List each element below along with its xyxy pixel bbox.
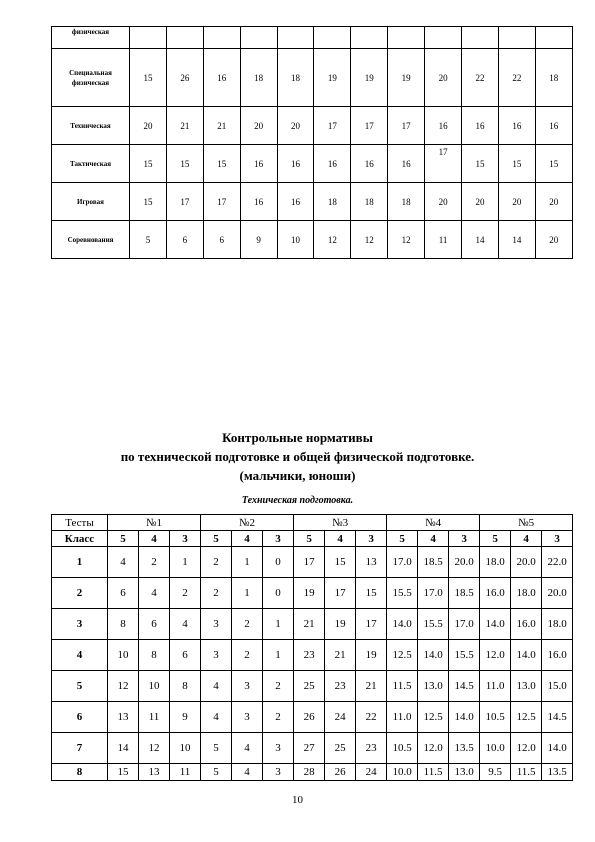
table-cell [388, 27, 425, 49]
grade-header: 4 [418, 531, 449, 547]
table-cell: 14.0 [387, 609, 418, 640]
table-cell: 3 [263, 764, 294, 781]
class-number: 2 [52, 578, 108, 609]
table-cell: 12 [139, 733, 170, 764]
table-cell: 17.0 [418, 578, 449, 609]
grade-header: 3 [170, 531, 201, 547]
table-cell: 16 [535, 107, 572, 145]
heading-line-1: Контрольные нормативы [222, 430, 373, 445]
table-cell: 18.0 [480, 547, 511, 578]
table-cell: 18.5 [449, 578, 480, 609]
table-cell: 6 [203, 221, 240, 259]
table-cell: 3 [201, 609, 232, 640]
training-row [52, 107, 573, 145]
test-header: №3 [294, 515, 387, 531]
table-cell: 10.5 [480, 702, 511, 733]
table-cell: 20 [240, 107, 277, 145]
table-cell: 15 [166, 145, 203, 183]
table-cell: 19 [351, 49, 388, 107]
row-label: Техническая [52, 107, 130, 145]
table-cell: 16 [203, 49, 240, 107]
table-cell: 4 [108, 547, 139, 578]
table-cell: 6 [139, 609, 170, 640]
row-label: Тактическая [52, 145, 130, 183]
table-cell: 3 [201, 640, 232, 671]
grade-header: 5 [480, 531, 511, 547]
table-cell: 4 [139, 578, 170, 609]
grade-header: 3 [449, 531, 480, 547]
table-cell: 18.0 [511, 578, 542, 609]
table-cell: 12.5 [511, 702, 542, 733]
table-cell: 17.0 [449, 609, 480, 640]
test-header: №5 [480, 515, 573, 531]
table-cell: 17 [314, 107, 351, 145]
table-cell: 17 [203, 183, 240, 221]
table-cell: 6 [108, 578, 139, 609]
table-cell [498, 27, 535, 49]
table-cell: 16.0 [511, 609, 542, 640]
training-row [52, 145, 573, 183]
table-cell: 11.5 [511, 764, 542, 781]
table-cell: 12.0 [511, 733, 542, 764]
table-cell: 15.5 [387, 578, 418, 609]
table-cell: 11.5 [387, 671, 418, 702]
table-cell: 18 [535, 49, 572, 107]
table-cell: 17 [425, 145, 462, 183]
table-cell: 16 [240, 183, 277, 221]
table-cell: 18 [314, 183, 351, 221]
table-cell: 18 [240, 49, 277, 107]
table-cell: 18 [277, 49, 314, 107]
table-cell: 11 [425, 221, 462, 259]
table-row [52, 640, 573, 671]
table-cell: 4 [232, 764, 263, 781]
grade-header: 4 [232, 531, 263, 547]
table-cell: 20.0 [449, 547, 480, 578]
table-cell: 18 [351, 183, 388, 221]
table-cell: 19 [294, 578, 325, 609]
table-cell: 16.0 [480, 578, 511, 609]
table-cell: 1 [170, 547, 201, 578]
table-cell: 12.0 [418, 733, 449, 764]
table-cell: 3 [232, 671, 263, 702]
table-cell: 18.0 [542, 609, 573, 640]
table-cell: 16 [498, 107, 535, 145]
table-cell: 15 [462, 145, 499, 183]
row-label: физическая [52, 27, 130, 49]
table-cell: 18.5 [418, 547, 449, 578]
table-cell: 16.0 [542, 640, 573, 671]
table-cell: 5 [201, 733, 232, 764]
class-number: 4 [52, 640, 108, 671]
table-cell: 13.0 [511, 671, 542, 702]
table-cell: 21 [356, 671, 387, 702]
grade-header: 4 [139, 531, 170, 547]
table-cell: 16 [388, 145, 425, 183]
table-cell: 10.0 [480, 733, 511, 764]
class-number: 6 [52, 702, 108, 733]
training-hours-table [51, 26, 573, 259]
section-subtitle: Техническая подготовка. [241, 495, 354, 506]
table-cell [462, 27, 499, 49]
table-cell: 15.5 [449, 640, 480, 671]
table-cell: 11.5 [418, 764, 449, 781]
table-cell: 10.0 [387, 764, 418, 781]
table-cell: 18 [388, 183, 425, 221]
table-cell: 10 [277, 221, 314, 259]
table-cell: 17 [388, 107, 425, 145]
table-cell: 15 [130, 183, 167, 221]
test-header: №2 [201, 515, 294, 531]
table-cell: 13 [108, 702, 139, 733]
table-cell: 13.5 [449, 733, 480, 764]
table-cell: 21 [325, 640, 356, 671]
table-cell: 15 [498, 145, 535, 183]
grade-header: 3 [263, 531, 294, 547]
header-row-grades [52, 531, 573, 547]
table-cell: 14.5 [542, 702, 573, 733]
table-cell: 14.0 [542, 733, 573, 764]
training-row [52, 183, 573, 221]
table-cell: 4 [201, 702, 232, 733]
heading-line-3: (мальчики, юноши) [239, 468, 356, 483]
table-cell: 16 [240, 145, 277, 183]
table-cell: 4 [170, 609, 201, 640]
table-cell [535, 27, 572, 49]
table-cell: 19 [325, 609, 356, 640]
table-cell: 20.0 [542, 578, 573, 609]
table-cell: 24 [325, 702, 356, 733]
table-cell: 12 [314, 221, 351, 259]
table-cell: 17.0 [387, 547, 418, 578]
table-cell: 9 [240, 221, 277, 259]
table-cell [351, 27, 388, 49]
table-row [52, 547, 573, 578]
table-cell: 8 [170, 671, 201, 702]
table-cell: 19 [388, 49, 425, 107]
table-cell: 1 [263, 609, 294, 640]
table-cell: 20.0 [511, 547, 542, 578]
table-cell: 21 [166, 107, 203, 145]
table-cell: 12 [108, 671, 139, 702]
table-cell: 0 [263, 547, 294, 578]
table-cell: 1 [232, 578, 263, 609]
table-cell: 19 [356, 640, 387, 671]
table-cell: 27 [294, 733, 325, 764]
table-cell: 0 [263, 578, 294, 609]
table-cell: 10 [170, 733, 201, 764]
grade-header: 5 [108, 531, 139, 547]
table-cell: 2 [232, 609, 263, 640]
table-cell: 22 [356, 702, 387, 733]
table-row [52, 609, 573, 640]
table-cell: 16 [425, 107, 462, 145]
table-cell: 11 [139, 702, 170, 733]
table-cell: 11.0 [387, 702, 418, 733]
table-cell: 22 [462, 49, 499, 107]
table-cell [203, 27, 240, 49]
grade-header: 4 [325, 531, 356, 547]
table-cell: 15.5 [418, 609, 449, 640]
table-cell: 5 [201, 764, 232, 781]
class-number: 7 [52, 733, 108, 764]
table-cell: 15 [108, 764, 139, 781]
heading-line-2: по технической подготовке и общей физической подготовке. [120, 449, 475, 464]
table-cell: 6 [170, 640, 201, 671]
table-cell: 20 [535, 221, 572, 259]
grade-header: 5 [387, 531, 418, 547]
training-row [52, 27, 573, 49]
table-cell: 2 [232, 640, 263, 671]
training-row [52, 221, 573, 259]
table-cell: 11.0 [480, 671, 511, 702]
table-cell: 23 [356, 733, 387, 764]
table-cell: 15 [325, 547, 356, 578]
table-cell: 20 [425, 183, 462, 221]
table-cell: 15 [130, 49, 167, 107]
table-cell: 12 [351, 221, 388, 259]
table-cell: 15 [356, 578, 387, 609]
table-cell [130, 27, 167, 49]
table-cell: 16 [277, 183, 314, 221]
table-cell: 14.0 [449, 702, 480, 733]
table-cell: 10.5 [387, 733, 418, 764]
table-cell: 14 [108, 733, 139, 764]
table-cell [277, 27, 314, 49]
table-cell: 15.0 [542, 671, 573, 702]
table-cell: 15 [203, 145, 240, 183]
table-cell: 20 [535, 183, 572, 221]
table-cell: 2 [201, 578, 232, 609]
table-row [52, 671, 573, 702]
class-number: 8 [52, 764, 108, 781]
table-cell: 17 [325, 578, 356, 609]
table-row [52, 764, 573, 781]
table-cell: 13.0 [449, 764, 480, 781]
table-cell: 3 [232, 702, 263, 733]
table-cell: 14.0 [418, 640, 449, 671]
table-cell: 11 [170, 764, 201, 781]
table-cell: 3 [263, 733, 294, 764]
table-cell: 14.5 [449, 671, 480, 702]
table-cell: 2 [263, 702, 294, 733]
class-number: 3 [52, 609, 108, 640]
table-cell: 22.0 [542, 547, 573, 578]
class-label: Класс [52, 531, 108, 547]
table-cell: 28 [294, 764, 325, 781]
tests-label: Тесты [52, 515, 108, 531]
grade-header: 3 [542, 531, 573, 547]
table-cell: 17 [356, 609, 387, 640]
table-cell: 2 [201, 547, 232, 578]
test-header: №4 [387, 515, 480, 531]
table-cell: 16 [351, 145, 388, 183]
table-cell: 25 [325, 733, 356, 764]
table-cell: 23 [325, 671, 356, 702]
table-cell: 14 [462, 221, 499, 259]
table-cell: 17 [294, 547, 325, 578]
table-row [52, 578, 573, 609]
table-cell: 2 [170, 578, 201, 609]
table-cell: 16 [277, 145, 314, 183]
test-header: №1 [108, 515, 201, 531]
row-label: Специальная физическая [52, 49, 130, 107]
table-cell: 4 [201, 671, 232, 702]
table-row [52, 702, 573, 733]
table-cell: 17 [351, 107, 388, 145]
table-cell: 9 [170, 702, 201, 733]
table-cell: 6 [166, 221, 203, 259]
table-cell: 12.0 [480, 640, 511, 671]
table-cell: 13 [139, 764, 170, 781]
table-cell: 26 [166, 49, 203, 107]
table-cell: 8 [139, 640, 170, 671]
row-label: Соревнования [52, 221, 130, 259]
table-cell: 10 [139, 671, 170, 702]
table-cell: 20 [462, 183, 499, 221]
table-cell: 14.0 [511, 640, 542, 671]
table-cell: 13.0 [418, 671, 449, 702]
table-cell: 12 [388, 221, 425, 259]
table-cell: 24 [356, 764, 387, 781]
table-cell: 20 [498, 183, 535, 221]
training-row [52, 49, 573, 107]
table-cell: 15 [130, 145, 167, 183]
table-cell: 16 [314, 145, 351, 183]
table-cell: 16 [462, 107, 499, 145]
table-cell: 15 [535, 145, 572, 183]
grade-header: 4 [511, 531, 542, 547]
table-cell: 14.0 [480, 609, 511, 640]
table-cell: 20 [130, 107, 167, 145]
technical-norms-table [51, 514, 573, 781]
table-cell: 12.5 [418, 702, 449, 733]
table-cell: 1 [263, 640, 294, 671]
table-cell: 20 [425, 49, 462, 107]
grade-header: 5 [201, 531, 232, 547]
table-cell: 13 [356, 547, 387, 578]
class-number: 1 [52, 547, 108, 578]
table-cell: 12.5 [387, 640, 418, 671]
table-cell: 4 [232, 733, 263, 764]
table-cell: 21 [294, 609, 325, 640]
table-cell: 10 [108, 640, 139, 671]
table-cell: 2 [263, 671, 294, 702]
page-number: 10 [292, 794, 303, 806]
table-cell: 22 [498, 49, 535, 107]
table-cell: 23 [294, 640, 325, 671]
table-cell: 2 [139, 547, 170, 578]
table-cell [240, 27, 277, 49]
grade-header: 5 [294, 531, 325, 547]
table-cell: 1 [232, 547, 263, 578]
class-number: 5 [52, 671, 108, 702]
table-cell: 9.5 [480, 764, 511, 781]
table-cell: 13.5 [542, 764, 573, 781]
table-cell: 20 [277, 107, 314, 145]
table-cell [425, 27, 462, 49]
table-cell [166, 27, 203, 49]
grade-header: 3 [356, 531, 387, 547]
table-cell: 19 [314, 49, 351, 107]
table-cell: 25 [294, 671, 325, 702]
table-row [52, 733, 573, 764]
table-cell [314, 27, 351, 49]
header-row-tests [52, 515, 573, 531]
table-cell: 14 [498, 221, 535, 259]
table-cell: 26 [294, 702, 325, 733]
table-cell: 8 [108, 609, 139, 640]
table-cell: 17 [166, 183, 203, 221]
table-cell: 26 [325, 764, 356, 781]
table-cell: 5 [130, 221, 167, 259]
table-cell: 21 [203, 107, 240, 145]
row-label: Игровая [52, 183, 130, 221]
